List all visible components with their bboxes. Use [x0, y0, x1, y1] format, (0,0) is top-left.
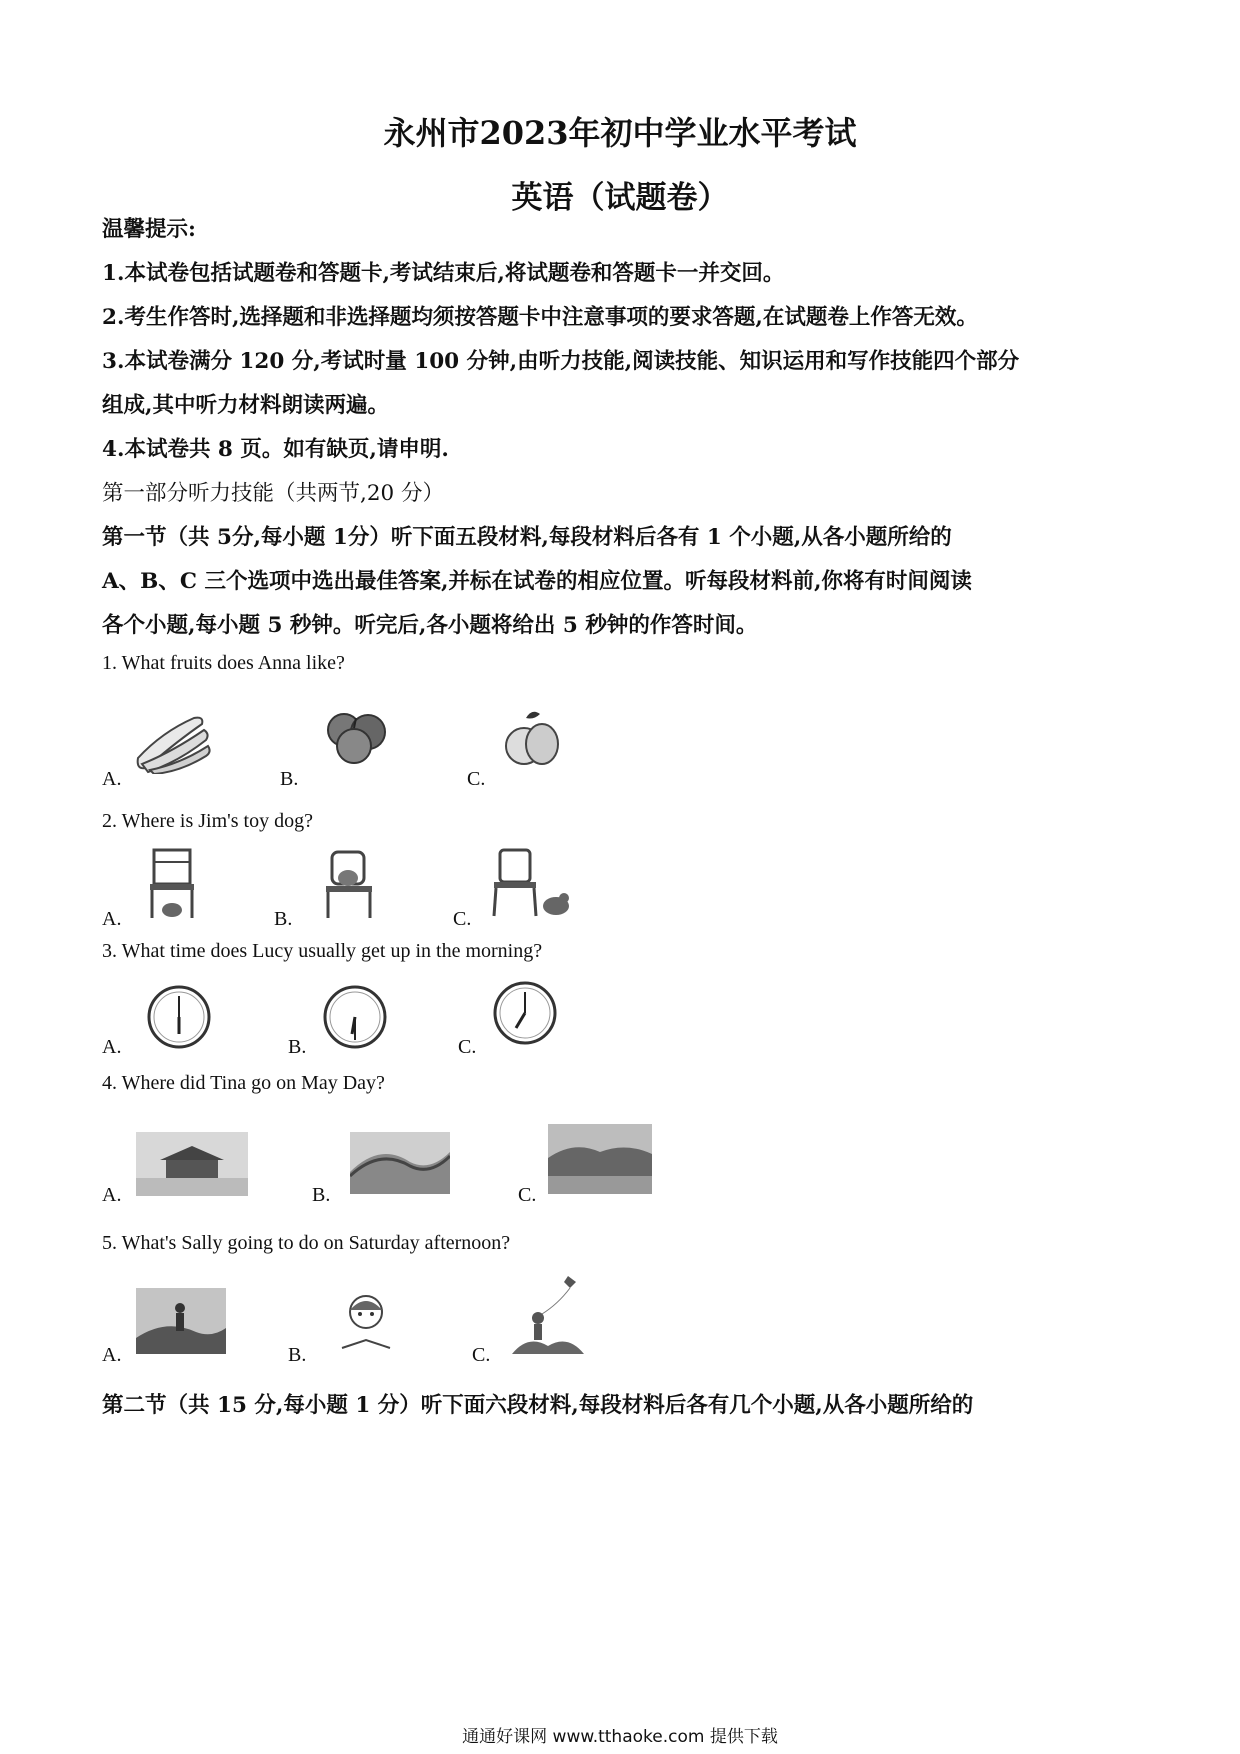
q2-option-c: C. [453, 908, 472, 930]
clock-six-icon [146, 984, 212, 1050]
question-5: 5. What's Sally going to do on Saturday afternoon? [102, 1232, 511, 1254]
page-subtitle: 英语（试题卷） [511, 180, 729, 216]
chair-dog-on-icon [322, 850, 378, 920]
great-wall-photo [350, 1132, 450, 1194]
q1-option-c: C. [467, 768, 486, 790]
question-2: 2. Where is Jim's toy dog? [102, 810, 313, 832]
q1-option-b: B. [280, 768, 299, 790]
section1-line-1: 第一节（共 5分,每小题 1分）听下面五段材料,每段材料后各有 1 个小题,从各小题所给的 [102, 525, 952, 550]
notice-line-1: 1.本试卷包括试题卷和答题卡,考试结束后,将试题卷和答题卡一并交回。 [102, 261, 785, 286]
q3-option-b: B. [288, 1036, 307, 1058]
section1-line-3: 各个小题,每小题 5 秒钟。听完后,各小题将给出 5 秒钟的作答时间。 [102, 613, 758, 638]
section1-line-2: A、B、C 三个选项中选出最佳答案,并标在试卷的相应位置。听每段材料前,你将有时间阅读 [102, 569, 972, 594]
chair-dog-under-icon [146, 848, 202, 920]
clock-seven-icon [492, 980, 558, 1046]
chair-dog-beside-icon [490, 846, 574, 918]
page-title: 永州市2023年初中学业水平考试 [383, 114, 857, 152]
question-4: 4. Where did Tina go on May Day? [102, 1072, 385, 1094]
q3-option-a: A. [102, 1036, 122, 1058]
q4-option-a: A. [102, 1184, 122, 1206]
clock-six-thirty-icon [322, 984, 388, 1050]
q5-option-b: B. [288, 1344, 307, 1366]
section2-line-1: 第二节（共 15 分,每小题 1 分）听下面六段材料,每段材料后各有几个小题,从各小题所给的 [102, 1393, 974, 1418]
notice-heading: 温馨提示: [102, 217, 196, 242]
girl-reading-icon [334, 1290, 398, 1354]
notice-line-3a: 3.本试卷满分 120 分,考试时量 100 分钟,由听力技能,阅读技能、知识运用和写作技能四个部分 [102, 349, 1020, 374]
girl-kite-icon [508, 1274, 588, 1356]
apples-icon [322, 706, 392, 766]
q2-option-b: B. [274, 908, 293, 930]
pears-icon [500, 704, 564, 768]
q2-option-a: A. [102, 908, 122, 930]
notice-line-2: 2.考生作答时,选择题和非选择题均须按答题卡中注意事项的要求答题,在试题卷上作答无效。 [102, 305, 978, 330]
question-3: 3. What time does Lucy usually get up in the morning? [102, 940, 543, 962]
q5-option-c: C. [472, 1344, 491, 1366]
part1-heading: 第一部分听力技能（共两节,20 分） [102, 481, 445, 506]
notice-line-3b: 组成,其中听力材料朗读两遍。 [102, 393, 389, 418]
q1-option-a: A. [102, 768, 122, 790]
mountain-lake-photo [548, 1124, 652, 1194]
q3-option-c: C. [458, 1036, 477, 1058]
tiananmen-photo [136, 1132, 248, 1196]
bananas-icon [132, 712, 212, 774]
q4-option-b: B. [312, 1184, 331, 1206]
q4-option-c: C. [518, 1184, 537, 1206]
hiking-photo [136, 1288, 226, 1354]
question-1: 1. What fruits does Anna like? [102, 652, 345, 674]
page-footer: 通通好课网 www.tthaoke.com 提供下载 [462, 1727, 778, 1747]
q5-option-a: A. [102, 1344, 122, 1366]
notice-line-4: 4.本试卷共 8 页。如有缺页,请申明. [102, 437, 449, 462]
